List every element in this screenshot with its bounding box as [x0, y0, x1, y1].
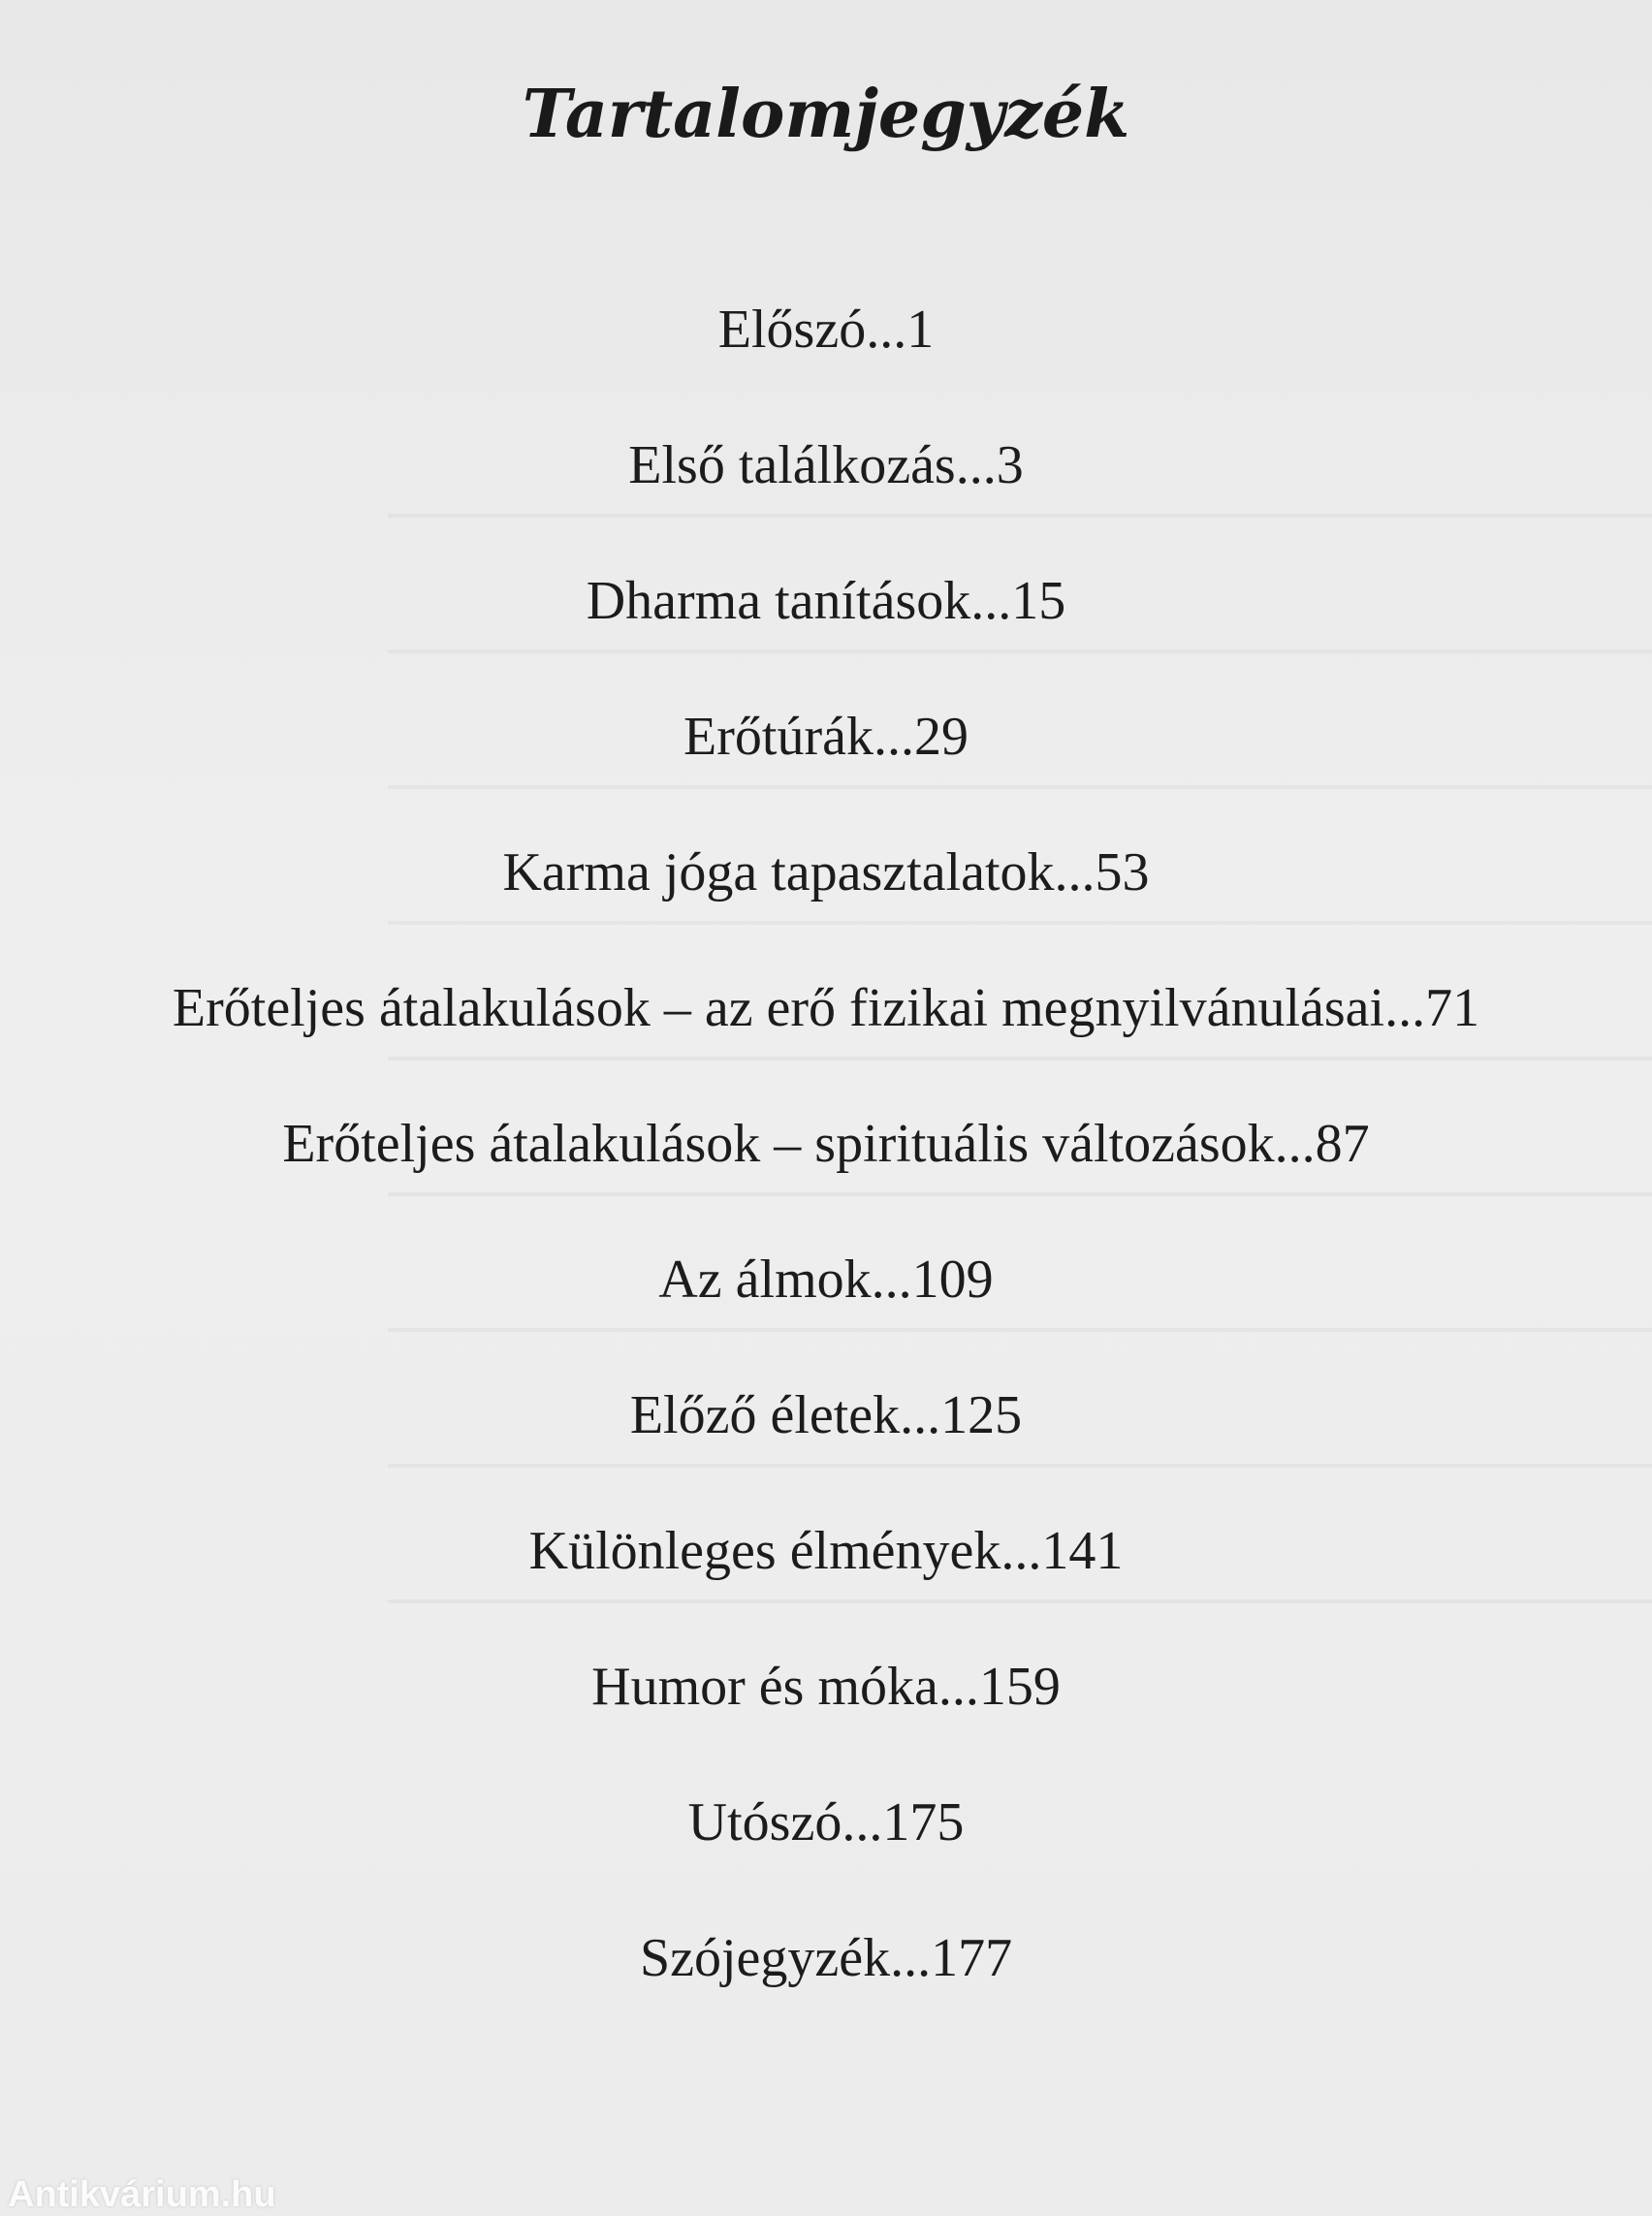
toc-entry: Erőteljes átalakulások – az erő fizikai megnyilvánulásai...71	[172, 978, 1480, 1038]
watermark: Antikvárium.hu	[8, 2174, 276, 2215]
toc-entry: Szójegyzék...177	[639, 1928, 1013, 1988]
toc-entry: Humor és móka...159	[591, 1657, 1061, 1717]
toc-entry: Erőteljes átalakulások – spirituális változások...87	[282, 1114, 1370, 1174]
toc-entry: Első találkozás...3	[628, 435, 1024, 495]
toc-entry: Erőtúrák...29	[683, 707, 969, 767]
toc-entry: Dharma tanítások...15	[586, 571, 1066, 631]
toc-entry: Az álmok...109	[658, 1250, 994, 1310]
toc-entry: Előző életek...125	[629, 1385, 1023, 1445]
table-of-contents	[0, 291, 1652, 2055]
toc-entry: Utószó...175	[687, 1792, 965, 1852]
page-title: Tartalomjegyzék	[522, 76, 1130, 153]
toc-entry: Karma jóga tapasztalatok...53	[502, 842, 1150, 902]
toc-entry: Különleges élmények...141	[528, 1521, 1124, 1581]
toc-entry: Előszó...1	[717, 300, 935, 360]
